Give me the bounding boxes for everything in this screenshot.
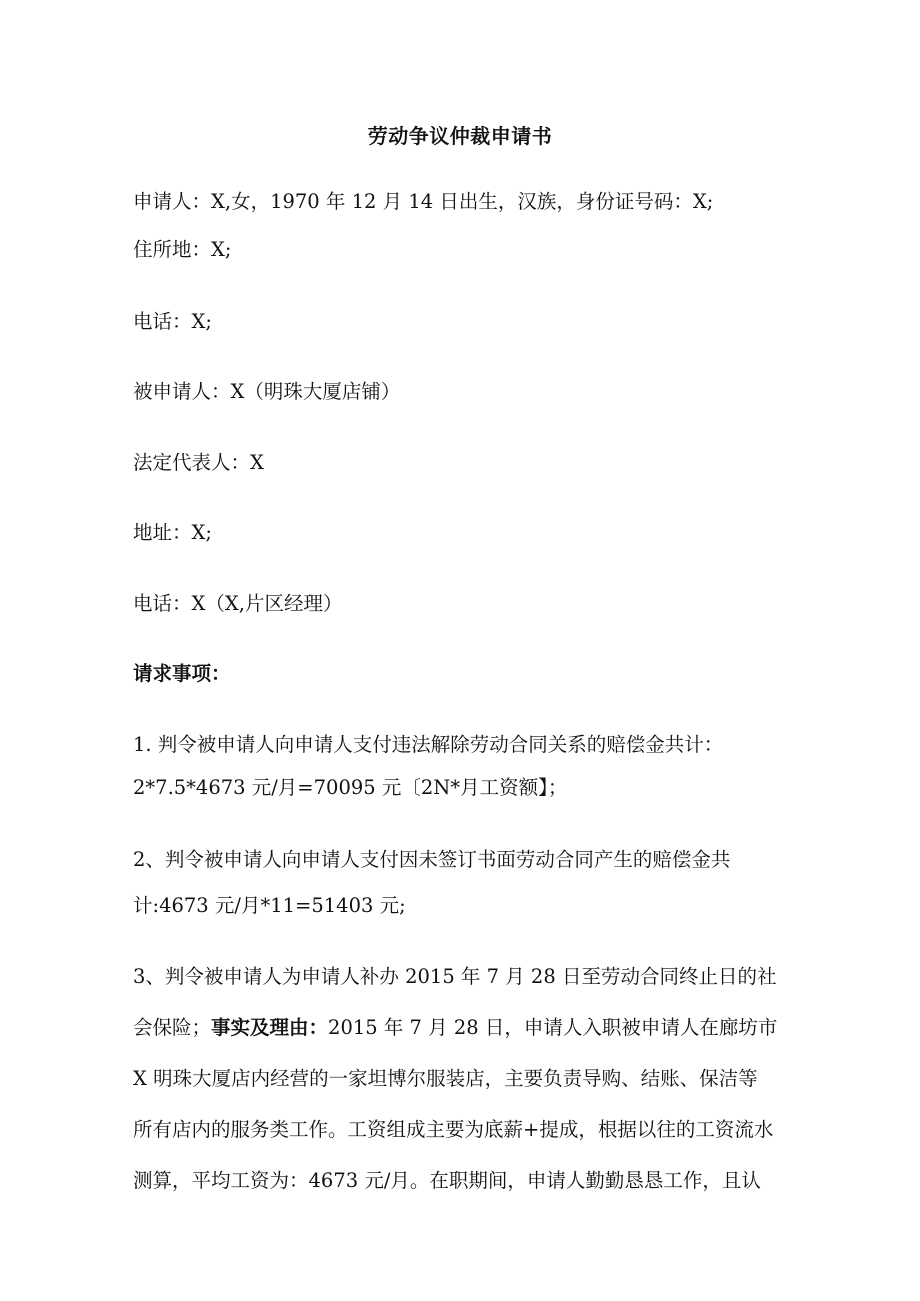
request-3-line-2 xyxy=(133,1014,777,1042)
facts-line-4: 所有店内的服务类工作。工资组成主要为底薪+提成，根据以往的工资流水 xyxy=(133,1118,774,1141)
facts-line-5: 测算，平均工资为：4673 元/月。在职期间，申请人勤勤恳恳工作，且认 xyxy=(133,1169,761,1192)
applicant-line: 申请人：X,女，1970 年 12 月 14 日出生，汉族，身份证号码：X; xyxy=(133,190,714,213)
request-3-line-1: 3、判令被申请人为申请人补办 2015 年 7 月 28 日至劳动合同终止日的社 xyxy=(133,965,777,988)
request-2-line-1: 2、判令被申请人向申请人支付因未签订书面劳动合同产生的赔偿金共 xyxy=(133,848,731,871)
respondent-address: 地址：X; xyxy=(133,521,212,544)
facts-line-3: X 明珠大厦店内经营的一家坦博尔服装店，主要负责导购、结账、保洁等 xyxy=(133,1067,758,1090)
request-1-line-1: 1. 判令被申请人向申请人支付违法解除劳动合同关系的赔偿金共计： xyxy=(133,733,724,756)
requests-heading: 请求事项： xyxy=(133,662,231,685)
request-1-line-2: 2*7.5*4673 元/月=70095 元〔2N*月工资额】； xyxy=(133,776,568,799)
facts-heading: 事实及理由： xyxy=(211,1016,329,1039)
applicant-address: 住所地：X; xyxy=(133,238,232,261)
respondent-line: 被申请人：X（明珠大厦店铺） xyxy=(133,380,401,403)
document-title: 劳动争议仲裁申请书 xyxy=(367,124,553,148)
respondent-phone: 电话：X（X,片区经理） xyxy=(133,592,343,615)
legal-representative: 法定代表人：X xyxy=(133,451,264,474)
request-3-prefix: 会保险； xyxy=(133,1016,212,1039)
applicant-phone: 电话：X; xyxy=(133,310,212,333)
request-2-line-2: 计:4673 元/月*11=51403 元; xyxy=(133,894,406,917)
facts-line-2: 2015 年 7 月 28 日，申请人入职被申请人在廊坊市 xyxy=(328,1016,778,1039)
